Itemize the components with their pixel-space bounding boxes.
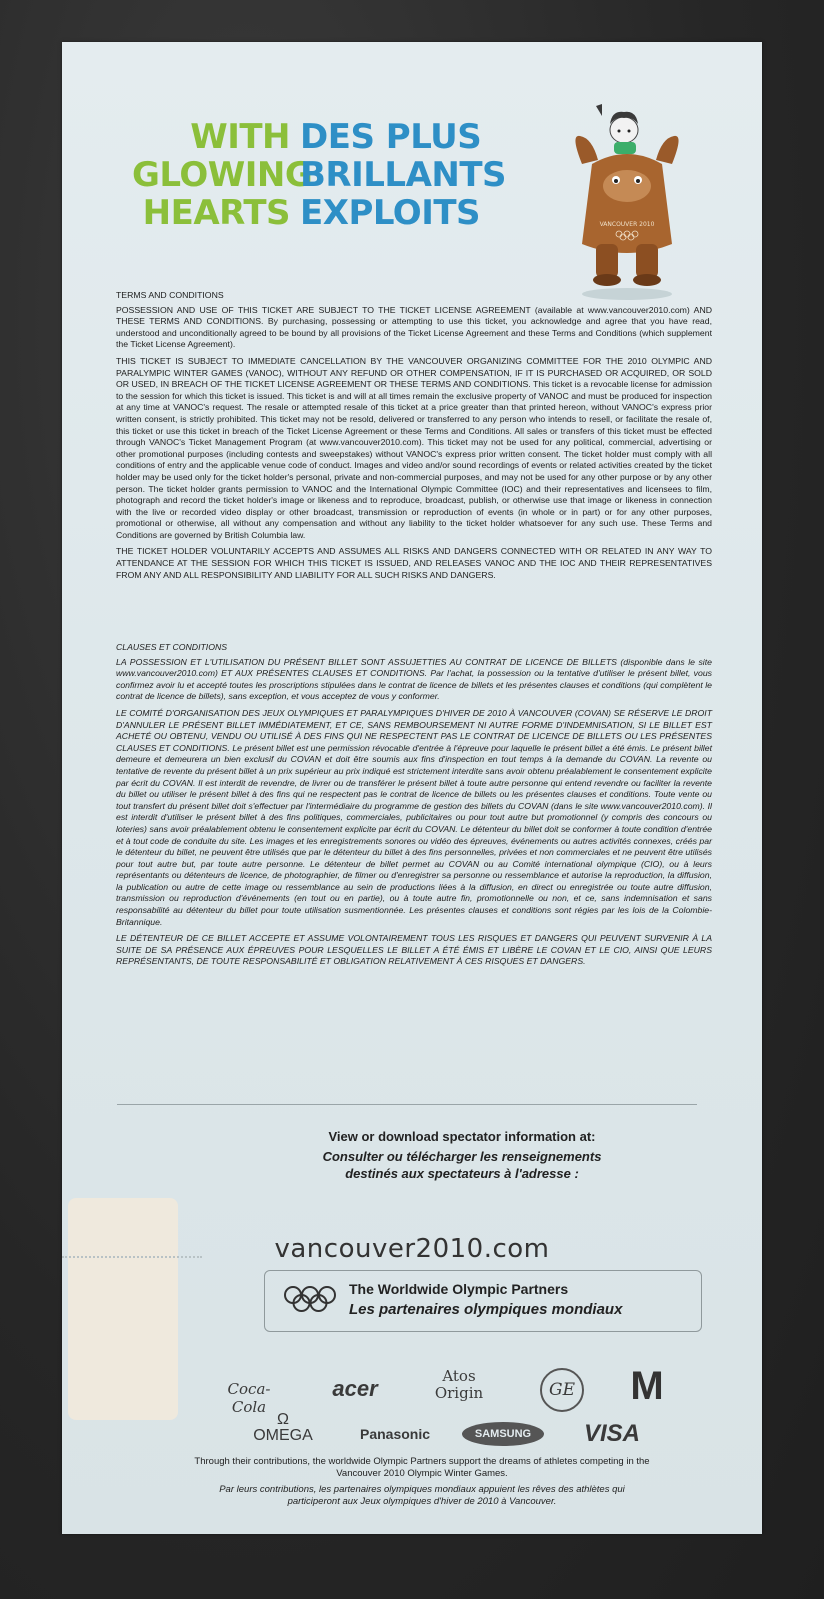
- clauses-paragraph-2: LE COMITÉ D'ORGANISATION DES JEUX OLYMPIQUES ET PARALYMPIQUES D'HIVER DE 2010 À VANCOUVER (COVAN) SE RÉSERVE LE DROIT D'ANNULER LE PRÉSENT BILLET IMMÉDIATEMENT, ET CE, SANS REMBOURSEMENT NI AUTRE FORME D'INDEMNISATION, SI LE BILLET EST ACHETÉ OU OBTENU, VENDU OU UTILISÉ À DES FINS QUI NE RESPECTENT PAS LE CONTRAT DE LICENCE DE BILLETS OU LES PRÉSENTES CLAUSES ET CONDITIONS. Le présent billet est une permission révocable d'entrée à l'épreuve pour laquelle le présent billet a été émis. Le présent billet demeure et demeurera un bien exclusif du COVAN et doit être soumis aux fins d'inspection en tout temps à la demande du COVAN. La revente ou tentative de revente du présent billet à un prix supérieur au prix indiqué est strictement interdite sans avoir obtenu préalablement le consentement explicite par écrit du COVAN. Il est interdit de revendre, de livrer ou de transférer le présent billet à toute autre personne qui entend revendre ou faciliter la revente du billet ou utiliser le présent billet à des fins qui ne respectent pas le contrat de licence de billets ou les présentes clauses et conditions. Toute vente ou tout transfert du présent billet doit s'effectuer par l'intermédiaire du programme de gestion des billets du COVAN (dans le site www.vancouver2010.com). Il est interdit d'utiliser le présent billet à des fins politiques, commerciales, publicitaires ou pour tout autre but promotionnel (y compris des concours ou loteries) sans avoir préalablement obtenu le consentement explicite par écrit du COVAN. Le détenteur du billet doit se conformer à toute condition d'entrée et à tout code de conduite du site. Les images et les enregistrements sonores ou vidéo des épreuves, événements ou autres activités connexes, créés par le détenteur du billet, ne peuvent être utilisés que par le détenteur du billet à des fins personnelles, privées et non commerciales et ne peuvent être utilisés pour tout autre but, par toute autre personne. Le détenteur de billet permet au COVAN ou au Comité international olympique (CIO), ou à leurs représentants ou détenteurs de licence, de photographier, de filmer ou d'enregistrer sa personne ou ressemblance et autorise la reproduction, la diffusion, la publication ou autre de cette image ou ressemblance au sein de productions liées à la diffusion, en direct ou enregistrée ou toute autre diffusion, transmission ou reproduction d'événements (en tout ou en partie), ou à toute autre fin, promotionnelle ou non, et ce, sans indemnisation et sans responsabilité au détenteur du billet pour toute utilisation susmentionnée. Les présentes clauses et conditions sont régies par les lois de la Colombie-Britannique.: [116, 707, 712, 927]
- spectator-info-french: Consulter ou télécharger les renseignements destinés aux spectateurs à l'adresse :: [322, 1149, 602, 1181]
- ticket-stub-tab: [68, 1198, 178, 1420]
- slogan-english: [132, 117, 313, 233]
- slogan-en-line-1: WITH: [190, 117, 290, 157]
- spectator-info-english: View or download spectator information at:: [328, 1129, 596, 1144]
- slogan-fr-line-3: EXPLOITS: [300, 193, 481, 233]
- terms-paragraph-1: POSSESSION AND USE OF THIS TICKET ARE SUBJECT TO THE TICKET LICENSE AGREEMENT (available at www.vancouver2010.com) AND THESE TERMS AND CONDITIONS. By purchasing, possessing or attempting to use this ticket, you acknowledge and agree that you have read, understood and unconditionally agreed to be bound by all provisions of the Ticket License Agreement and these Terms and Conditions (which supplement the Ticket License Agreement).: [116, 304, 712, 350]
- terms-english: [116, 290, 712, 586]
- mcdonalds-logo: M: [630, 1364, 664, 1408]
- mascot-badge-text: VANCOUVER 2010: [599, 221, 655, 228]
- footer-english: Through their contributions, the worldwide Olympic Partners support the dreams of athletes competing in the Vancouver 2010 Olympic Winter Games.: [194, 1456, 650, 1479]
- omega-logo: [248, 1412, 318, 1444]
- acer-logo: acer: [332, 1376, 378, 1401]
- clauses-paragraph-3: LE DÉTENTEUR DE CE BILLET ACCEPTE ET ASSUME VOLONTAIREMENT TOUS LES RISQUES ET DANGERS QUI PEUVENT SURVENIR À LA SUITE DE SA PRÉSENCE AUX ÉPREUVES POUR LESQUELLES LE BILLET A ÉTÉ ÉMIS ET LIBÈRE LE COVAN ET LE CIO, AINSI QUE LEURS REPRÉSENTANTS, DE TOUTE RESPONSABILITÉ ET OBLIGATION RELATIVEMENT À CES RISQUES ET DANGERS.: [116, 933, 712, 967]
- ge-logo: GE: [540, 1368, 584, 1412]
- visa-logo: VISA: [583, 1420, 640, 1447]
- partners-title-french: Les partenaires olympiques mondiaux: [349, 1301, 623, 1318]
- omega-text: OMEGA: [253, 1427, 313, 1444]
- ticket-back: [62, 42, 762, 1534]
- clauses-title: CLAUSES ET CONDITIONS: [116, 642, 228, 652]
- omega-symbol-icon: Ω: [277, 1411, 289, 1428]
- terms-title: TERMS AND CONDITIONS: [116, 290, 224, 300]
- coca-cola-logo: Coca-Cola: [227, 1380, 271, 1416]
- clauses-paragraph-1: LA POSSESSION ET L'UTILISATION DU PRÉSENT BILLET SONT ASSUJETTIES AU CONTRAT DE LICENCE DE BILLETS (disponible dans le site www.vancouver2010.com) ET AUX PRÉSENTES CLAUSES ET CONDITIONS. Par l'achat, la possession ou la tentative d'utiliser le présent billet, vous confirmez avoir lu et accepté toutes les proscriptions stipulées dans le contrat de licence de billets et les présentes clauses et conditions (qui complètent le contrat de licence de billets), sans exception, et vous acceptez de vous y conformer.: [116, 656, 712, 702]
- slogan-en-line-2: GLOWING: [132, 155, 313, 195]
- panasonic-logo: Panasonic: [359, 1426, 431, 1442]
- olympic-rings-icon: [283, 1285, 337, 1313]
- slogan-fr-line-1: DES PLUS: [300, 117, 482, 157]
- terms-paragraph-2: THIS TICKET IS SUBJECT TO IMMEDIATE CANCELLATION BY THE VANCOUVER ORGANIZING COMMITTEE FOR THE 2010 OLYMPIC AND PARALYMPIC WINTER GAMES (VANOC), WITHOUT ANY REFUND OR OTHER COMPENSATION, IF IT IS PURCHASED OR ACQUIRED, OR SOLD OR USED, IN BREACH OF THE TICKET LICENSE AGREEMENT OR THESE TERMS AND CONDITIONS. This ticket is a revocable license for admission to the session for which this ticket is issued. This ticket is and will at all times remain the exclusive property of VANOC and must be produced for inspection at any time at VANOC's request. The resale or attempted resale of this ticket at a price greater than that printed hereon, without VANOC's express prior written consent, is strictly prohibited. This ticket may not be resold, delivered or transferred to any person who intends to resell, or facilitate the resale of, this ticket or use this ticket in breach of the Ticket License Agreement or these Terms and Conditions. All sales or transfers of this ticket must be effected through VANOC's Ticket Management Program (at www.vancouver2010.com). This ticket may not be used for any political, commercial, advertising or other promotional purposes (including contests and sweepstakes) without VANOC's express prior written consent. The ticket holder must comply with all conditions of entry and the applicable venue code of conduct. Images and video and/or sound recordings of events or related activities created by the ticket holder may be used only for the ticket holder's personal, private and non-commercial purposes, and may not be used for any other purpose or by any other person. The ticket holder grants permission to VANOC and the International Olympic Committee (IOC) and their representatives and licensees to film, photograph and record the ticket holder's image or likeness and to reproduce, broadcast, publish, or otherwise use that image or likeness in connection with the live or recorded video display or other broadcast, transmission or reproduction of events (in whole or in part) or for any other purposes, promotional or otherwise, all without any compensation and without any liability to the ticket holder whatsoever for any such use. These Terms and Conditions are governed by British Columbia law.: [116, 355, 712, 540]
- slogan-en-line-3: HEARTS: [142, 193, 290, 233]
- terms-paragraph-3: THE TICKET HOLDER VOLUNTARILY ACCEPTS AND ASSUMES ALL RISKS AND DANGERS CONNECTED WITH OR RELATED IN ANY WAY TO ATTENDANCE AT THE SESSION FOR WHICH THIS TICKET IS ISSUED, AND RELEASES VANOC AND THE IOC AND THEIR REPRESENTATIVES FROM ANY AND ALL RESPONSIBILITY AND LIABILITY FOR ALL SUCH RISKS AND DANGERS.: [116, 546, 712, 580]
- samsung-logo: SAMSUNG: [462, 1422, 544, 1446]
- terms-french: [116, 642, 712, 973]
- divider-line: [117, 1104, 697, 1105]
- slogan-french: [300, 118, 506, 232]
- partners-box: [264, 1270, 702, 1332]
- website-link[interactable]: vancouver2010.com: [274, 1234, 550, 1264]
- slogan-fr-line-2: BRILLANTS: [300, 155, 507, 195]
- atos-origin-logo: [424, 1368, 494, 1402]
- atos-origin-text: Atos Origin: [434, 1367, 484, 1402]
- footer-french: Par leurs contributions, les partenaires olympiques mondiaux appuient les rêves des athlètes qui participeront aux Jeux olympiques d'hiver de 2010 à Vancouver.: [219, 1484, 625, 1507]
- partners-title-english: The Worldwide Olympic Partners: [349, 1281, 569, 1297]
- mascot-icon: [562, 94, 692, 314]
